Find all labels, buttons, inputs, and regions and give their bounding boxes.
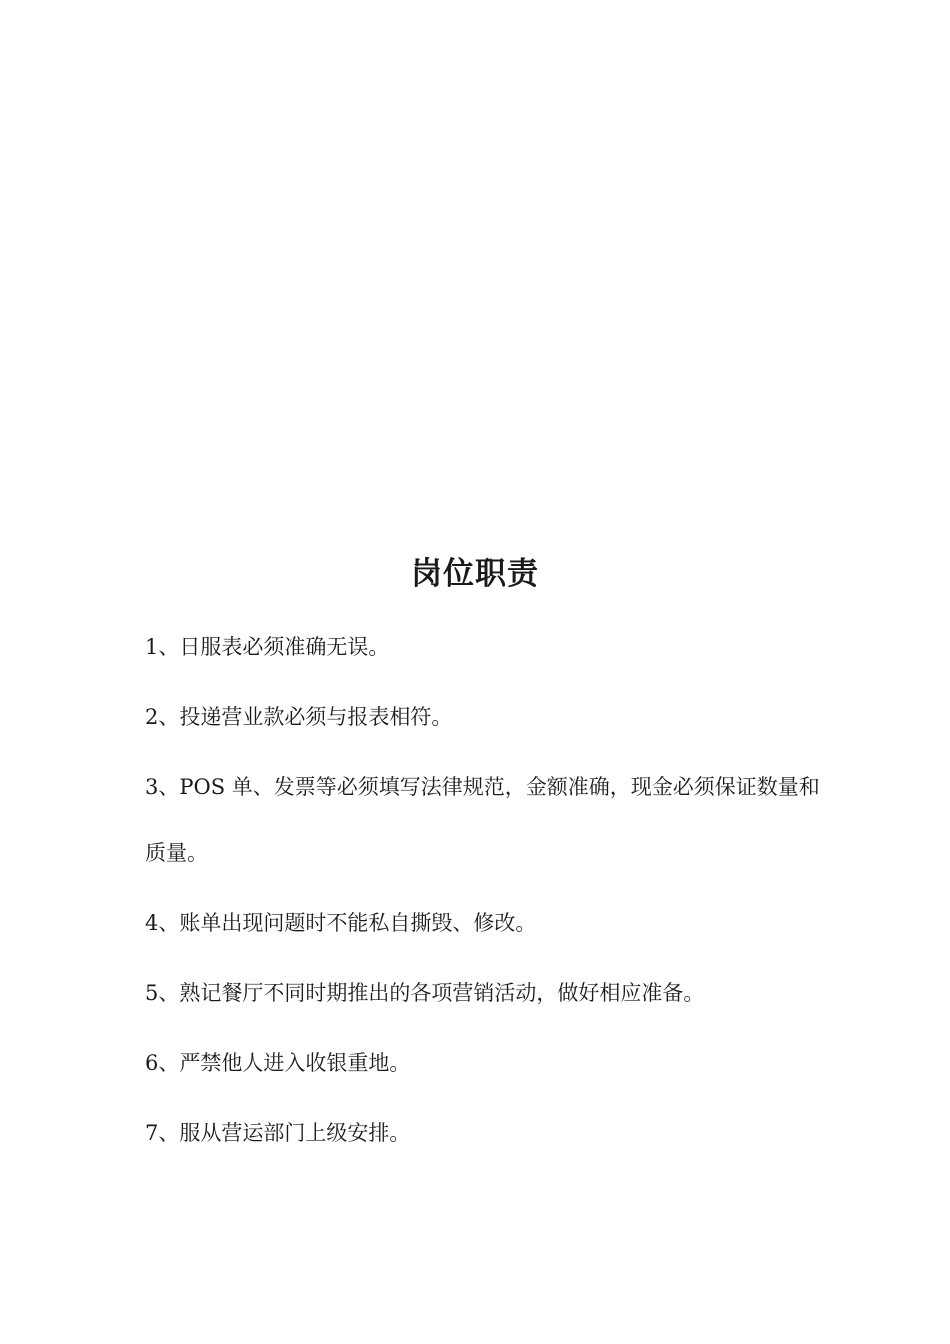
- duty-item-7: 7、服从营运部门上级安排。: [145, 1121, 411, 1145]
- duty-list: [145, 622, 825, 1178]
- duty-item-4: 4、账单出现问题时不能私自撕毁、修改。: [145, 911, 537, 935]
- duty-item-6: 6、严禁他人进入收银重地。: [145, 1051, 411, 1075]
- duty-item-5: 5、熟记餐厅不同时期推出的各项营销活动，做好相应准备。: [145, 981, 705, 1005]
- duty-item-2: 2、投递营业款必须与报表相符。: [145, 705, 453, 729]
- page-title: 岗位职责: [411, 556, 539, 592]
- duty-item-1: 1、日服表必须准确无误。: [145, 635, 390, 659]
- duty-item-3: 3、POS 单、发票等必须填写法律规范，金额准确，现金必须保证数量和质量。: [145, 775, 820, 865]
